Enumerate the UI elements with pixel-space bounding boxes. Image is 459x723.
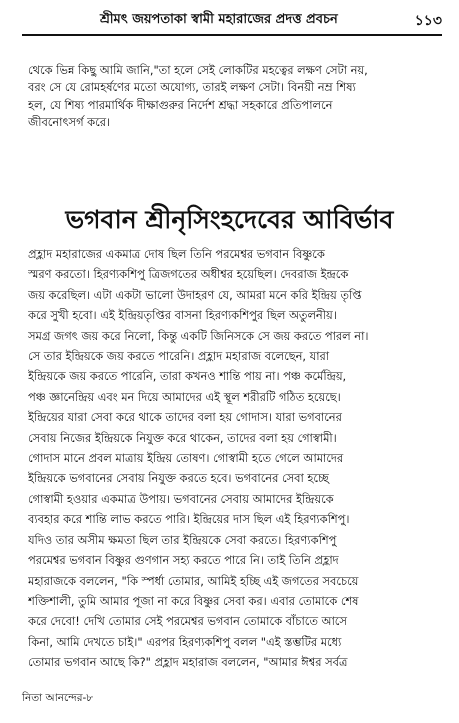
body-line: শক্তিশালী, তুমি আমার পূজা না করে বিষ্ণুর সেবা কর। এবার তোমাকে শেষ — [28, 593, 359, 608]
body-line: জয় করেছিল। এটা একটা ভালো উদাহরণ যে, আমরা মনে করি ইন্দ্রিয় তৃপ্তি — [28, 287, 362, 302]
body-line: করে সুখী হবো। এই ইন্দ্রিয়তৃপ্তির বাসনা হিরণ্যকশিপুর ছিল অতুলনীয়। — [28, 308, 337, 323]
body-line: ইন্দ্রিয়কে জয় করতে পারেনি, তারা কখনও শান্তি পায় না। পঞ্চ কর্মেন্দ্রিয়, — [28, 369, 347, 384]
body-line: পঞ্চ জ্ঞানেন্দ্রিয় এবং মন দিয়ে আমাদের এই স্থূল শরীরটি গঠিত হয়েছে। — [28, 389, 341, 404]
body-line: পরমেশ্বর ভগবান বিষ্ণুর গুণগান সহ্য করতে পারে নি। তাই তিনি প্রহ্লাদ — [28, 553, 339, 568]
intro-line: বরং সে যে রোমহর্ষণের মতো অযোগ্য, তারই লক্ষণ সেটা। বিনয়ী নম্র শিষ্য — [28, 80, 356, 95]
header-rule — [22, 34, 442, 36]
body-line: যদিও তার অসীম ক্ষমতা ছিল তার ইন্দ্রিয়কে সেবা করতে। হিরণ্যকশিপু — [28, 532, 337, 547]
body-line: সমগ্র জগৎ জয় করে নিলো, কিন্তু একটি জিনিসকে সে জয় করতে পারল না। — [28, 328, 369, 343]
body-line: ইন্দ্রিয়কে ভগবানের সেবায় নিযুক্ত করতে হবে। ভগবানের সেবা হচ্ছে — [28, 471, 329, 486]
body-line: সেবায় নিজের ইন্দ্রিয়কে নিযুক্ত করে থাকেন, তাদের বলা হয় গোস্বামী। — [28, 430, 337, 445]
page-header — [22, 6, 442, 36]
body-line: মহারাজকে বললেন, "কি স্পর্ধা তোমার, আমিই হচ্ছি এই জগতের সবচেয়ে — [28, 573, 359, 588]
body-line: সে তার ইন্দ্রিয়কে জয় করতে পারেনি। প্রহ্লাদ মহারাজ বলেছেন, যারা — [28, 349, 330, 364]
intro-line: হল, যে শিষ্য পারমার্থিক দীক্ষাগুরুর নির্দেশ শ্রদ্ধা সহকারে প্রতিপালনে — [28, 97, 333, 112]
chapter-title: ভগবান শ্রীনৃসিংহদেবের আবির্ভাব — [65, 205, 394, 234]
body-line: স্মরণ করতো। হিরণ্যকশিপু ত্রিজগতের অধীশ্বর হয়েছিল। দেবরাজ ইন্দ্রকে — [28, 267, 349, 282]
body-line: কিনা, আমি দেখতে চাই।" এরপর হিরণ্যকশিপু বলল "এই স্তম্ভটির মধ্যে — [28, 634, 342, 649]
body-line: ব্যবহার করে শান্তি লাভ করতে পারি। ইন্দ্রিয়ের দাস ছিল এই হিরণ্যকশিপু। — [28, 512, 350, 527]
intro-paragraph — [28, 62, 438, 131]
body-line: ইন্দ্রিয়ের যারা সেবা করে থাকে তাদের বলা হয় গোদাস। যারা ভগবানের — [28, 410, 342, 425]
page-footer: নিতা আনন্দের-৮ — [22, 692, 94, 704]
body-line: প্রহ্লাদ মহারাজের একমাত্র দোষ ছিল তিনি পরমেশ্বর ভগবান বিষ্ণুকে — [28, 247, 325, 261]
body-line: গোস্বামী হওয়ার একমাত্র উপায়। ভগবানের সেবায় আমাদের ইন্দ্রিয়কে — [28, 491, 334, 506]
page-number: ১১৩ — [414, 13, 442, 29]
body-line: গোদাস মানে প্রবল মাত্রায় ইন্দ্রিয় তোষণ। গোস্বামী হতে গেলে আমাদের — [28, 451, 344, 466]
intro-line: জীবনোৎসর্গ করে। — [28, 114, 111, 129]
body-line: করে দেবো! দেখি তোমার সেই পরমেশ্বর ভগবান তোমাকে বাঁচাতে আসে — [28, 614, 347, 629]
intro-line: থেকে ভিন্ন কিছু আমি জানি,"তা হলে সেই লোকটির মহত্বের লক্ষণ সেটা নয়, — [28, 63, 368, 77]
body-line: তোমার ভগবান আছে কি?" প্রহ্লাদ মহারাজ বললেন, "আমার ঈশ্বর সর্বত্র — [28, 655, 348, 670]
running-title: শ্রীমৎ জয়পতাকা স্বামী মহারাজের প্রদত্ত প্রবচন — [100, 12, 338, 27]
body-paragraph — [28, 244, 438, 673]
